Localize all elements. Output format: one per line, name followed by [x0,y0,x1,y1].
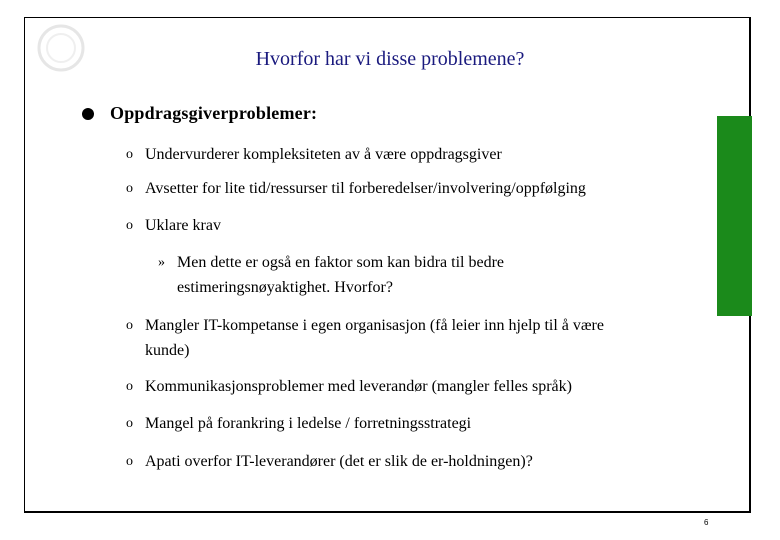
slide-title: Hvorfor har vi disse problemene? [255,48,525,70]
list-item-text: Mangel på forankring i ledelse / forretningsstrategi [145,415,472,432]
bullet-marker: o [126,218,133,233]
bullet-marker: o [126,181,133,196]
bullet-marker: o [126,379,133,394]
list-item-text-line-2: kunde) [145,342,190,359]
sub-item-text-line-1: Men dette er også en faktor som kan bidra til bedre [177,254,504,271]
sub-bullet-marker: » [158,255,165,270]
bullet-disc-icon [82,108,94,120]
list-item-text: Undervurderer kompleksiteten av å være oppdragsgiver [145,146,502,163]
main-bullet-heading: Oppdragsgiverproblemer: [110,103,318,123]
bullet-marker: o [126,416,133,431]
sub-item-text-line-2: estimeringsnøyaktighet. Hvorfor? [177,279,393,296]
bullet-marker: o [126,454,133,469]
list-item-text: Apati overfor IT-leverandører (det er slik de er-holdningen)? [145,453,533,470]
bullet-marker: o [126,147,133,162]
list-item-text: Avsetter for lite tid/ressurser til forberedelser/involvering/oppfølging [145,180,586,197]
list-item-text-line-1: Mangler IT-kompetanse i egen organisasjon (få leier inn hjelp til å være [145,317,604,334]
list-item-text: Uklare krav [145,217,221,234]
page-number: 6 [704,518,709,527]
bullet-marker: o [126,318,133,333]
list-item-text: Kommunikasjonsproblemer med leverandør (mangler felles språk) [145,378,572,395]
accent-bar [717,116,752,316]
